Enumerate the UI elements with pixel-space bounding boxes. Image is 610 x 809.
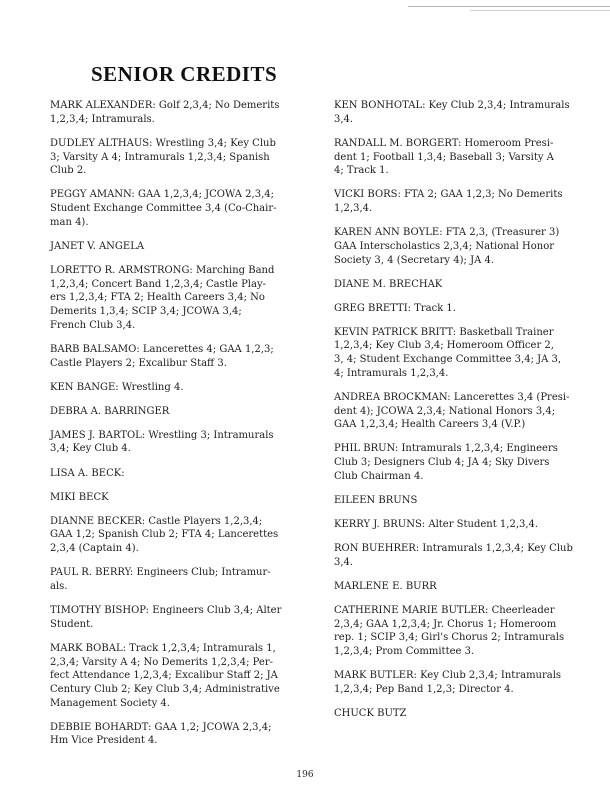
credit-entry: PEGGY AMANN: GAA 1,2,3,4; JCOWA 2,3,4; Student Exchange Committee 3,4 (Co-Chair- man 4).: [50, 189, 277, 228]
credit-entry: MIKI BECK: [50, 491, 109, 503]
page-title: SENIOR CREDITS: [91, 62, 278, 86]
credit-entry: LISA A. BECK:: [50, 467, 125, 479]
credit-entry: GREG BRETTI: Track 1.: [334, 302, 456, 314]
scan-edge-line: [470, 10, 610, 11]
credit-entry: JANET V. ANGELA: [50, 240, 145, 252]
credit-entry: LORETTO R. ARMSTRONG: Marching Band 1,2,3,4; Concert Band 1,2,3,4; Castle Play- ers 1,2,3,4; FTA 2; Health Careers 3,4; No Demerits 1,3,4; SCIP 3,4; JCOWA 3,4; French Club 3,4.: [50, 264, 275, 331]
right-column: [334, 99, 600, 731]
credit-entry: CHUCK BUTZ: [334, 708, 407, 720]
credit-entry: DIANNE BECKER: Castle Players 1,2,3,4; GAA 1,2; Spanish Club 2; FTA 4; Lancerettes 2,3,4 (Captain 4).: [50, 515, 279, 555]
credit-entry: KEVIN PATRICK BRITT: Basketball Trainer 1,2,3,4; Key Club 3,4; Homeroom Officer 2, 3, 4; Student Exchange Committee 3,4; JA 3, 4; Intramurals 1,2,3,4.: [334, 326, 562, 379]
credit-entry: TIMOTHY BISHOP: Engineers Club 3,4; Alter Student.: [50, 605, 282, 630]
credit-entry: KAREN ANN BOYLE: FTA 2,3, (Treasurer 3) GAA Interscholastics 2,3,4; National Honor Society 3, 4 (Secretary 4); JA 4.: [334, 227, 560, 266]
credit-entry: MARLENE E. BURR: [334, 580, 437, 592]
credit-entry: MARK BOBAL: Track 1,2,3,4; Intramurals 1, 2,3,4; Varsity A 4; No Demerits 1,2,3,4; Per- fect Attendance 1,2,3,4; Excalibur Staff 2; JA Century Club 2; Key Club 3,4; Administrative Management Society 4.: [50, 642, 280, 709]
credit-entry: PAUL R. BERRY: Engineers Club; Intramur- als.: [50, 567, 271, 592]
credit-entry: DIANE M. BRECHAK: [334, 278, 443, 290]
page-number: 196: [296, 770, 314, 780]
credit-entry: CATHERINE MARIE BUTLER: Cheerleader 2,3,4; GAA 1,2,3,4; Jr. Chorus 1; Homeroom rep. 1; SCIP 3,4; Girl's Chorus 2; Intramurals 1,2,3,4; Prom Committee 3.: [334, 605, 565, 658]
credit-entry: KEN BANGE: Wrestling 4.: [50, 381, 184, 393]
credit-entry: DEBRA A. BARRINGER: [50, 405, 170, 417]
credit-entry: EILEEN BRUNS: [334, 494, 418, 506]
credit-entry: PHIL BRUN: Intramurals 1,2,3,4; Engineers Club 3; Designers Club 4; JA 4; Sky Divers Club Chairman 4.: [334, 443, 558, 482]
credit-entry: RANDALL M. BORGERT: Homeroom Presi- dent 1; Football 1,3,4; Baseball 3; Varsity A 4; Track 1.: [334, 137, 554, 177]
credit-entry: MARK BUTLER: Key Club 2,3,4; Intramurals 1,2,3,4; Pep Band 1,2,3; Director 4.: [334, 670, 562, 695]
credit-entry: MARK ALEXANDER: Golf 2,3,4; No Demerits 1,2,3,4; Intramurals.: [50, 100, 280, 125]
credit-entry: KERRY J. BRUNS: Alter Student 1,2,3,4.: [334, 519, 539, 531]
left-column: [50, 99, 320, 759]
scan-edge-line: [408, 6, 610, 7]
credit-entry: RON BUEHRER: Intramurals 1,2,3,4; Key Club 3,4.: [334, 543, 573, 568]
credit-entry: BARB BALSAMO: Lancerettes 4; GAA 1,2,3; Castle Players 2; Excalibur Staff 3.: [50, 343, 274, 369]
credit-entry: DEBBIE BOHARDT: GAA 1,2; JCOWA 2,3,4; Hm Vice President 4.: [50, 721, 272, 747]
credit-entry: DUDLEY ALTHAUS: Wrestling 3,4; Key Club 3; Varsity A 4; Intramurals 1,2,3,4; Spanish Club 2.: [50, 137, 276, 177]
credit-entry: VICKI BORS: FTA 2; GAA 1,2,3; No Demerits 1,2,3,4.: [334, 189, 563, 214]
credit-entry: JAMES J. BARTOL: Wrestling 3; Intramurals 3,4; Key Club 4.: [50, 429, 274, 455]
credit-entry: ANDREA BROCKMAN: Lancerettes 3,4 (Presi- dent 4); JCOWA 2,3,4; National Honors 3,4; GAA 1,2,3,4; Health Careers 3,4 (V.P.): [334, 391, 570, 431]
credit-entry: KEN BONHOTAL: Key Club 2,3,4; Intramurals 3,4.: [334, 100, 570, 125]
